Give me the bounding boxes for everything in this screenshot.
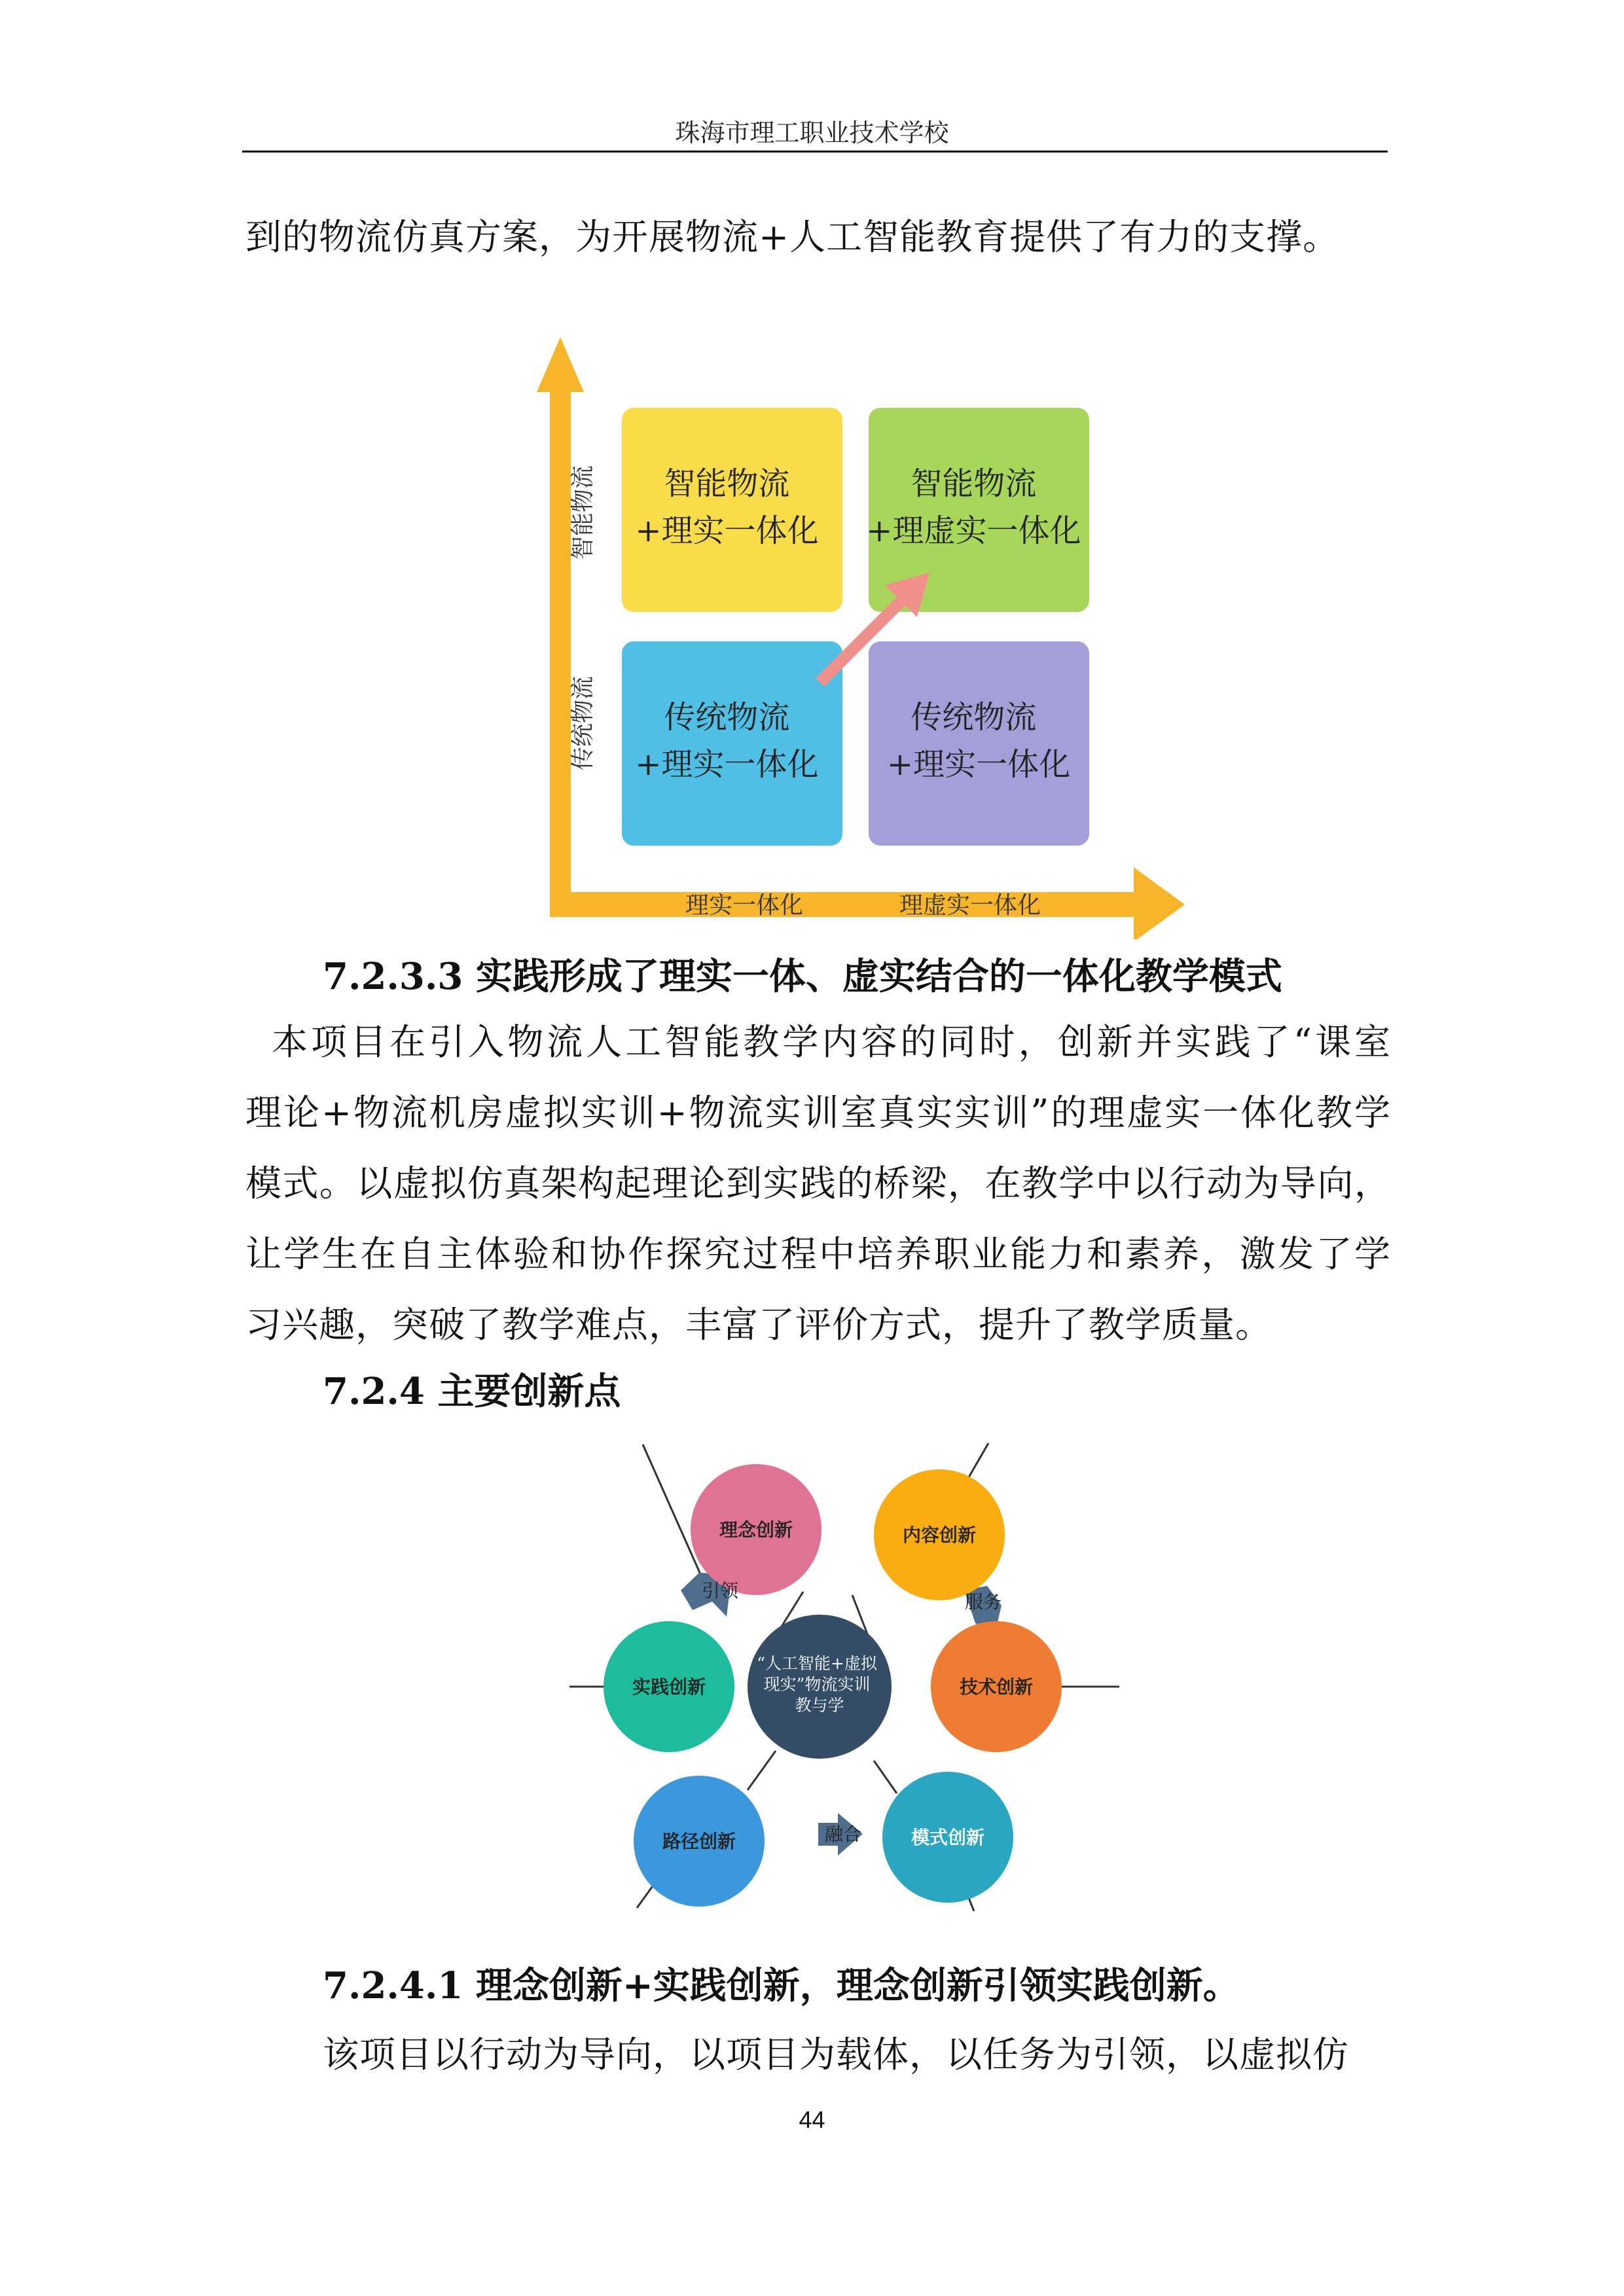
quadrant-top-left-line2: +理实一体化: [635, 512, 819, 549]
circle-label-content: 内容创新: [902, 1524, 977, 1546]
y-axis-bar: [550, 389, 571, 917]
quadrant-bottom-right: [869, 641, 1089, 846]
quadrant-top-right-line1: 智能物流: [911, 465, 1037, 502]
y-axis-label-traditional: 传统物流: [569, 675, 596, 771]
intro-paragraph: 到的物流仿真方案，为开展物流+人工智能教育提供了有力的支撑。: [245, 216, 1340, 258]
x-axis-arrowhead: [1134, 867, 1185, 939]
circle-label-technology: 技术创新: [959, 1676, 1034, 1698]
paragraph-line: 理论+物流机房虚拟实训+物流实训室真实实训”的理虚实一体化教学: [245, 1092, 1391, 1134]
spoke-line: [748, 1751, 776, 1790]
quadrant-bottom-left: [622, 641, 842, 846]
circle-label-concept: 理念创新: [719, 1519, 793, 1541]
paragraph-line: 模式。以虚拟仿真架构起理论到实践的桥梁，在教学中以行动为导向，: [245, 1162, 1391, 1204]
section-724-heading: 7.2.4 主要创新点: [323, 1370, 621, 1413]
y-axis-label-smart: 智能物流: [569, 465, 596, 560]
x-axis-label-lixushi: 理虚实一体化: [899, 892, 1041, 919]
header-divider: [242, 151, 1388, 152]
logistics-matrix-diagram: [537, 331, 1185, 939]
x-axis-bar: [550, 892, 1139, 917]
spoke-line: [874, 1761, 897, 1793]
quadrant-top-left-line1: 智能物流: [664, 465, 790, 502]
quadrant-bottom-left-line2: +理实一体化: [635, 746, 819, 783]
paragraph-line: 本项目在引入物流人工智能教学内容的同时，创新并实践了“课室: [272, 1021, 1391, 1063]
circle-label-practice: 实践创新: [632, 1676, 706, 1698]
link-label-ronghe: 融合: [824, 1823, 862, 1845]
y-axis-arrowhead: [537, 337, 584, 392]
center-label-line1: “人工智能+虚拟: [757, 1654, 877, 1673]
innovation-points-diagram: [569, 1430, 1119, 1947]
quadrant-top-left: [622, 408, 842, 612]
link-label-yinling: 引领: [701, 1580, 739, 1602]
circle-label-mode: 模式创新: [911, 1827, 985, 1848]
paragraph-line: 让学生在自主体验和协作探究过程中培养职业能力和素养，激发了学: [245, 1233, 1391, 1275]
center-label-line3: 教与学: [795, 1696, 844, 1715]
x-axis-label-lishi: 理实一体化: [685, 892, 804, 919]
svg-text:智能物流 +理实一体化 智能物流 +: [635, 465, 1091, 783]
page-number: 44: [799, 2106, 825, 2133]
quadrant-top-right-line2: +理虚实一体化: [866, 512, 1081, 549]
paragraph-line: 习兴趣，突破了教学难点，丰富了评价方式，提升了教学质量。: [245, 1304, 1272, 1346]
page-header-title: 珠海市理工职业技术学校: [675, 118, 949, 147]
section-7241-heading: 7.2.4.1 理念创新+实践创新，理念创新引领实践创新。: [323, 1964, 1240, 2007]
quadrant-bottom-right-line2: +理实一体化: [886, 746, 1071, 783]
quadrant-bottom-left-line1: 传统物流: [664, 699, 790, 736]
link-label-fuwu: 服务: [964, 1591, 1002, 1613]
circle-label-path: 路径创新: [662, 1831, 736, 1852]
section-7241-paragraph: 该项目以行动为导向，以项目为载体，以任务为引领，以虚拟仿: [323, 2034, 1350, 2075]
section-7233-paragraph: [245, 1007, 1391, 1360]
section-7233-heading: 7.2.3.3 实践形成了理实一体、虚实结合的一体化教学模式: [323, 955, 1282, 998]
quadrant-bottom-right-line1: 传统物流: [911, 699, 1037, 736]
center-label-line2: 现实”物流实训: [763, 1675, 871, 1694]
